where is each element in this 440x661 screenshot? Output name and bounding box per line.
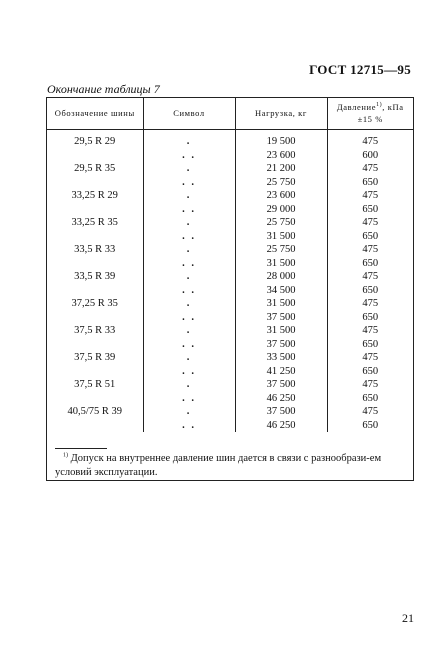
load-value: 25 750 xyxy=(266,217,296,228)
symbol-value: . xyxy=(186,406,192,417)
symbol-value: . . xyxy=(182,311,196,323)
pressure-label: Давление xyxy=(336,102,377,113)
pressure-value: 650 xyxy=(362,203,379,215)
load-value: 46 250 xyxy=(266,419,296,431)
pressure-value: 475 xyxy=(362,352,379,363)
page-number: 21 xyxy=(402,611,414,625)
tire-name: 37,5 R 33 xyxy=(74,325,116,336)
tire-cell xyxy=(47,351,143,378)
symbol-cell xyxy=(143,378,235,405)
load-value: 37 500 xyxy=(266,311,296,323)
tire-name: 37,25 R 35 xyxy=(71,298,118,309)
footnote-divider xyxy=(55,448,107,449)
table-row xyxy=(47,351,413,378)
table-row xyxy=(47,405,413,432)
symbol-value: . xyxy=(186,163,192,174)
tire-cell xyxy=(47,162,143,189)
pressure-value: 475 xyxy=(362,298,379,309)
load-cell xyxy=(235,189,327,216)
load-value: 41 250 xyxy=(266,365,296,377)
column-header-tire: Обозначение шины xyxy=(47,98,143,130)
symbol-value: . . xyxy=(182,203,196,215)
table-row xyxy=(47,162,413,189)
load-value: 31 500 xyxy=(266,298,296,309)
symbol-cell xyxy=(143,405,235,432)
tire-name: 29,5 R 35 xyxy=(74,163,116,174)
pressure-value: 650 xyxy=(362,365,379,377)
load-cell xyxy=(235,130,327,163)
tire-cell xyxy=(47,216,143,243)
pressure-value: 650 xyxy=(362,419,379,431)
symbol-value: . xyxy=(186,136,192,147)
footnote-mark: 1) xyxy=(376,102,383,109)
symbol-value: . . xyxy=(182,284,196,296)
symbol-value: . . xyxy=(182,338,196,350)
load-cell xyxy=(235,324,327,351)
pressure-value: 650 xyxy=(362,338,379,350)
symbol-value: . xyxy=(186,352,192,363)
symbol-value: . . xyxy=(182,230,196,242)
table-caption: Окончание таблицы 7 xyxy=(47,82,160,96)
load-cell xyxy=(235,270,327,297)
pressure-value: 650 xyxy=(362,230,379,242)
symbol-cell xyxy=(143,130,235,163)
symbol-cell xyxy=(143,216,235,243)
tire-cell xyxy=(47,243,143,270)
pressure-value: 650 xyxy=(362,257,379,269)
tire-cell xyxy=(47,270,143,297)
tire-cell xyxy=(47,324,143,351)
pressure-value: 650 xyxy=(362,311,379,323)
tire-cell xyxy=(47,405,143,432)
tire-cell xyxy=(47,378,143,405)
load-value: 25 750 xyxy=(266,244,296,255)
load-cell xyxy=(235,162,327,189)
pressure-value: 475 xyxy=(362,406,379,417)
load-value: 28 000 xyxy=(266,271,296,282)
tire-cell xyxy=(47,297,143,324)
load-value: 21 200 xyxy=(266,163,296,174)
pressure-tolerance: ±15 % xyxy=(357,113,383,124)
footnote-text: Допуск на внутреннее давление шин дается в связи с разнообрази-ем условий эксплуатации. xyxy=(55,453,382,478)
pressure-value: 475 xyxy=(362,271,379,282)
load-value: 37 500 xyxy=(266,338,296,350)
load-value: 31 500 xyxy=(266,325,296,336)
load-value: 46 250 xyxy=(266,392,296,404)
pressure-cell xyxy=(327,351,413,378)
tire-name: 37,5 R 39 xyxy=(74,352,116,363)
document-header: ГОСТ 12715—95 xyxy=(309,62,411,77)
symbol-value: . xyxy=(186,325,192,336)
symbol-value: . xyxy=(186,379,192,390)
table-row xyxy=(47,297,413,324)
column-header-load: Нагрузка, кг xyxy=(235,98,327,130)
load-value: 34 500 xyxy=(266,284,296,296)
load-value: 33 500 xyxy=(266,352,296,363)
tire-name: 37,5 R 51 xyxy=(74,379,116,390)
symbol-cell xyxy=(143,351,235,378)
load-value: 29 000 xyxy=(266,203,296,215)
pressure-cell xyxy=(327,216,413,243)
pressure-cell xyxy=(327,270,413,297)
tire-name: 33,5 R 33 xyxy=(74,244,116,255)
symbol-value: . . xyxy=(182,257,196,269)
pressure-value: 475 xyxy=(362,190,379,201)
load-value: 37 500 xyxy=(266,379,296,390)
symbol-cell xyxy=(143,243,235,270)
symbol-cell xyxy=(143,162,235,189)
load-cell xyxy=(235,378,327,405)
load-value: 23 600 xyxy=(266,190,296,201)
load-value: 31 500 xyxy=(266,230,296,242)
table-header-row xyxy=(47,98,413,130)
pressure-value: 475 xyxy=(362,163,379,174)
symbol-value: . xyxy=(186,217,192,228)
pressure-cell xyxy=(327,297,413,324)
pressure-cell xyxy=(327,378,413,405)
column-header-symbol: Символ xyxy=(143,98,235,130)
pressure-cell xyxy=(327,324,413,351)
symbol-value: . . xyxy=(182,392,196,404)
pressure-value: 650 xyxy=(362,284,379,296)
tire-cell xyxy=(47,189,143,216)
load-value: 25 750 xyxy=(266,176,296,188)
pressure-value: 600 xyxy=(362,149,379,161)
tire-table xyxy=(46,97,414,481)
pressure-value: 475 xyxy=(362,217,379,228)
symbol-value: . . xyxy=(182,419,196,431)
symbol-value: . . xyxy=(182,149,196,161)
pressure-value: 650 xyxy=(362,176,379,188)
load-cell xyxy=(235,216,327,243)
symbol-value: . . xyxy=(182,365,196,377)
symbol-cell xyxy=(143,189,235,216)
tire-name: 33,25 R 35 xyxy=(71,217,118,228)
table-row xyxy=(47,324,413,351)
load-cell xyxy=(235,351,327,378)
pressure-cell xyxy=(327,405,413,432)
pressure-value: 475 xyxy=(362,244,379,255)
table xyxy=(47,98,413,432)
table-body xyxy=(47,130,413,433)
column-header-pressure xyxy=(327,98,413,130)
table-row xyxy=(47,130,413,163)
pressure-cell xyxy=(327,162,413,189)
symbol-value: . xyxy=(186,244,192,255)
load-value: 19 500 xyxy=(266,136,296,147)
tire-name: 33,5 R 39 xyxy=(74,271,116,282)
symbol-value: . xyxy=(186,190,192,201)
pressure-unit: , кПа xyxy=(382,102,404,113)
tire-name: 40,5/75 R 39 xyxy=(67,406,123,417)
symbol-value: . . xyxy=(182,176,196,188)
pressure-value: 650 xyxy=(362,392,379,404)
pressure-cell xyxy=(327,243,413,270)
table-row xyxy=(47,216,413,243)
symbol-value: . xyxy=(186,271,192,282)
symbol-cell xyxy=(143,270,235,297)
load-cell xyxy=(235,297,327,324)
load-cell xyxy=(235,405,327,432)
table-row xyxy=(47,378,413,405)
footnote-mark: 1) xyxy=(63,452,68,459)
pressure-cell xyxy=(327,189,413,216)
tire-cell xyxy=(47,130,143,163)
load-value: 31 500 xyxy=(266,257,296,269)
pressure-value: 475 xyxy=(362,325,379,336)
symbol-cell xyxy=(143,297,235,324)
pressure-value: 475 xyxy=(362,136,379,147)
table-row xyxy=(47,243,413,270)
load-value: 23 600 xyxy=(266,149,296,161)
load-value: 37 500 xyxy=(266,406,296,417)
pressure-cell xyxy=(327,130,413,163)
symbol-value: . xyxy=(186,298,192,309)
pressure-value: 475 xyxy=(362,379,379,390)
tire-name: 33,25 R 29 xyxy=(71,190,118,201)
table-row xyxy=(47,270,413,297)
symbol-cell xyxy=(143,324,235,351)
footnote xyxy=(55,452,407,480)
table-row xyxy=(47,189,413,216)
tire-name: 29,5 R 29 xyxy=(74,136,116,147)
load-cell xyxy=(235,243,327,270)
